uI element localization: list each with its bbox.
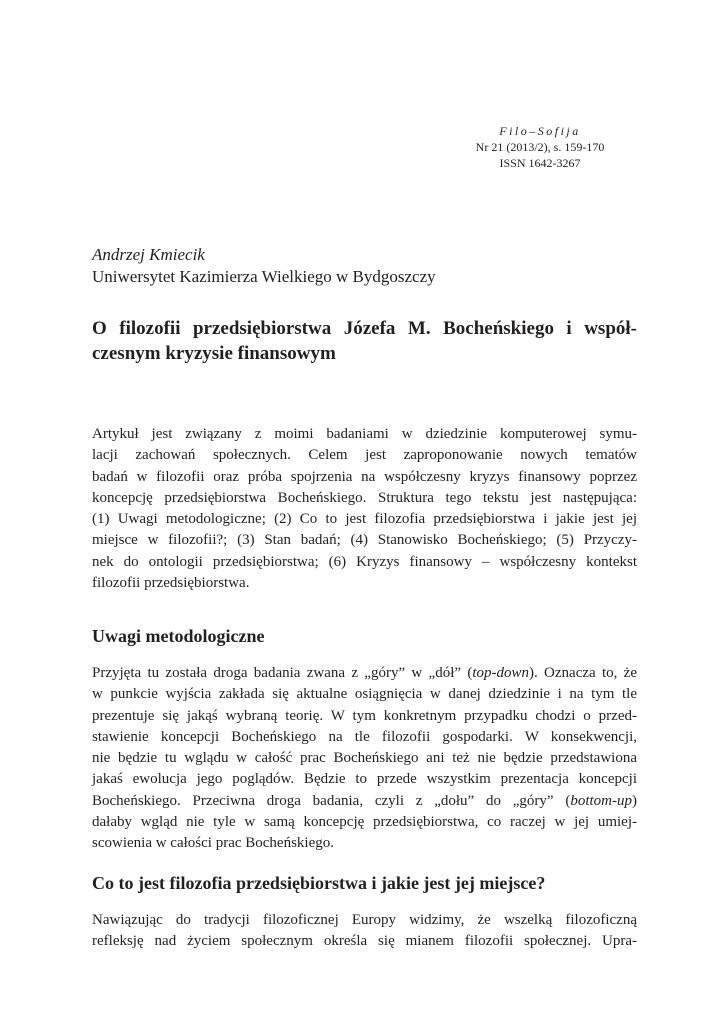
journal-info xyxy=(440,123,640,171)
section-heading-methodology: Uwagi metodologiczne xyxy=(92,626,265,646)
journal-issue: Nr 21 (2013/2), s. 159-170 xyxy=(475,140,605,154)
abstract-line: filozofii przedsiębiorstwa. xyxy=(92,575,250,592)
article-title xyxy=(92,316,637,366)
abstract xyxy=(92,424,637,594)
body-line: Przyjęta tu została droga badania zwana z „góry” w „dół” (top-down). Oznacza to, że xyxy=(92,665,637,681)
body-line: nie będzie tu wglądu w całość prac Bocheńskiego ani też nie będzie przedstawiona xyxy=(92,750,637,767)
section-body-what-is-philosophy xyxy=(92,910,637,953)
abstract-line: koncepcję przedsiębiorstwa Bocheńskiego. Struktura tego tekstu jest następująca: xyxy=(92,489,637,506)
body-line: dałaby wgląd nie tyle w samą koncepcję przedsiębiorstwa, co raczej w jej umiej- xyxy=(92,814,637,831)
title-line: czesnym kryzysie finansowym xyxy=(92,343,336,364)
body-line: scowienia w całości prac Bocheńskiego. xyxy=(92,835,334,852)
title-line: O filozofii przedsiębiorstwa Józefa M. Bocheńskiego i współ- xyxy=(92,318,637,339)
body-line: prezentuje się jakąś wybraną teorię. W tym konkretnym przypadku chodzi o przed- xyxy=(92,707,637,724)
body-line: stawienie koncepcji Bocheńskiego na tle filozofii gospodarki. W konsekwencji, xyxy=(92,728,637,745)
body-line: jakaś ewolucja jego poglądów. Będzie to przede wszystkim prezentacja koncepcji xyxy=(92,771,637,788)
abstract-line: (1) Uwagi metodologiczne; (2) Co to jest filozofia przedsiębiorstwa i jakie jest jej xyxy=(92,511,637,528)
body-line: refleksję nad życiem społecznym określa się mianem filozofii społecznej. Upra- xyxy=(92,933,637,950)
abstract-line: badań w filozofii oraz próba spojrzenia na współczesny kryzys finansowy poprzez xyxy=(92,468,637,485)
abstract-line: miejsce w filozofii?; (3) Stan badań; (4) Stanowisko Bocheńskiego; (5) Przyczy- xyxy=(92,532,637,549)
section-heading-what-is-philosophy: Co to jest filozofia przedsiębiorstwa i jakie jest jej miejsce? xyxy=(92,873,546,893)
section-body-methodology xyxy=(92,663,637,855)
journal-name: Filo–Sofija xyxy=(499,124,581,138)
abstract-line: Artykuł jest związany z moimi badaniami w dziedzinie komputerowej symu- xyxy=(92,426,637,442)
author-name: Andrzej Kmiecik xyxy=(92,245,205,264)
author-block xyxy=(92,244,436,288)
abstract-line: nek do ontologii przedsiębiorstwa; (6) Kryzys finansowy – współczesny kontekst xyxy=(92,553,637,570)
body-line: Bocheńskiego. Przeciwna droga badania, czyli z „dołu” do „góry” (bottom-up) xyxy=(92,792,637,809)
journal-issn: ISSN 1642-3267 xyxy=(499,156,581,170)
body-line: w punkcie wyjścia zakłada się aktualne osiągnięcia w danej dziedzinie i na tym tle xyxy=(92,686,637,703)
abstract-line: lacji zachowań społecznych. Celem jest zaproponowanie nowych tematów xyxy=(92,447,637,464)
body-line: Nawiązując do tradycji filozoficznej Europy widzimy, że wszelką filozoficzną xyxy=(92,912,637,928)
author-affiliation: Uniwersytet Kazimierza Wielkiego w Bydgoszczy xyxy=(92,267,436,286)
